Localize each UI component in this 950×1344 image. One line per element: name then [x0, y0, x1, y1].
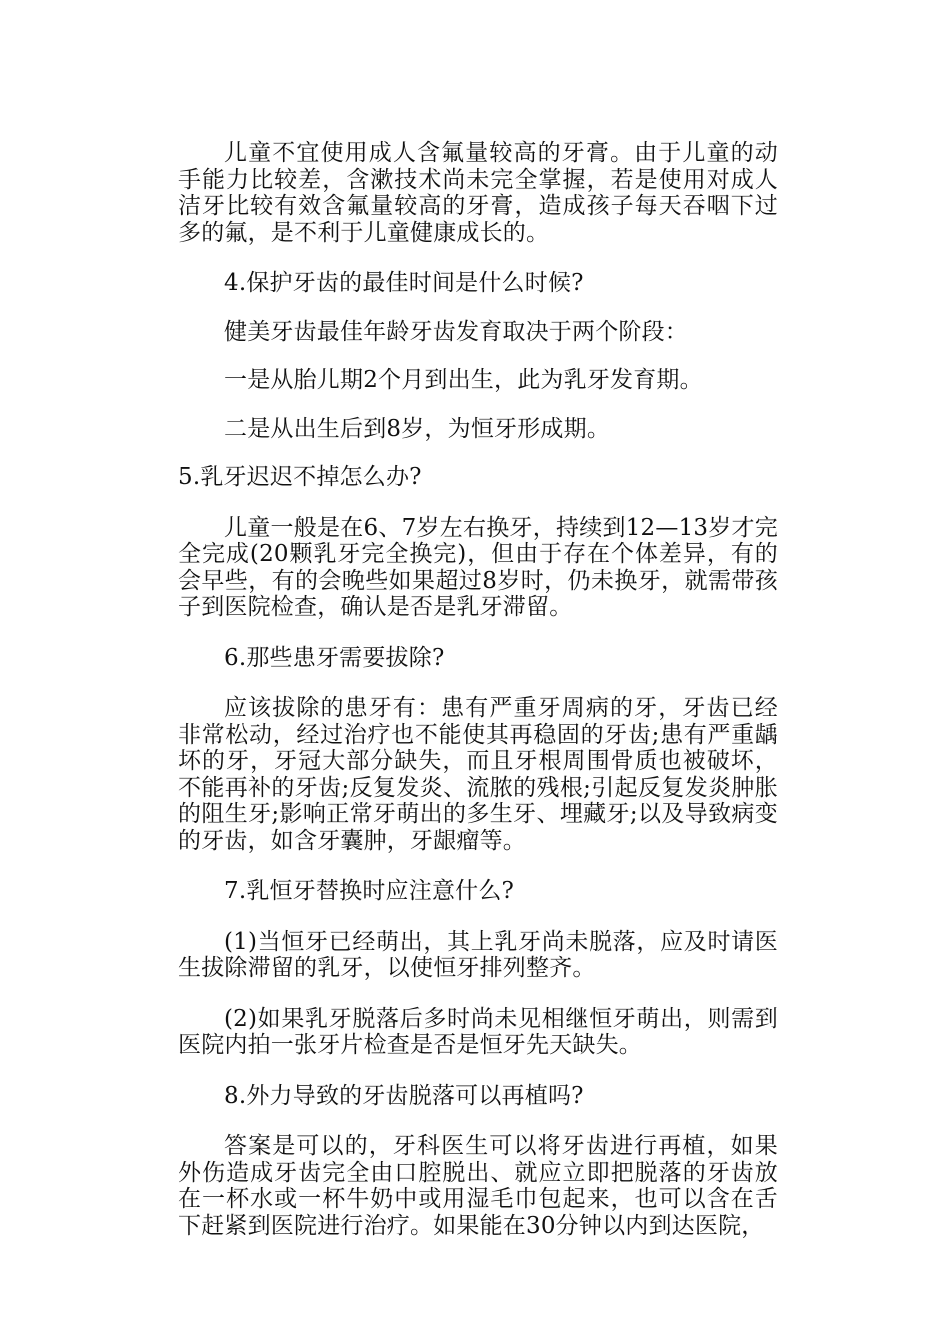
paragraph-stage-one: 一是从胎儿期2个月到出生，此为乳牙发育期。 — [224, 367, 703, 393]
paragraph-tooth-replacement-age: 儿童一般是在6、7岁左右换牙，持续到12—13岁才完全完成(20颗乳牙完全换完)，但由于存在个体差异，有的会早些，有的会晚些如果超过8岁时，仍未换牙，就需带孩子到医院检查，确认是否是乳牙滞留。 — [178, 514, 778, 620]
paragraph-teeth-to-extract: 应该拔除的患牙有：患有严重牙周病的牙，牙齿已经非常松动，经过治疗也不能使其再稳固的牙齿;患有严重龋坏的牙，牙冠大部分缺失，而且牙根周围骨质也被破坏，不能再补的牙齿;反复发炎、流脓的残根;引起反复发炎肿胀的阻生牙;影响正常牙萌出的多生牙、埋藏牙;以及导致病变的牙齿，如含牙囊肿，牙龈瘤等。 — [178, 695, 778, 854]
paragraph-fluoride-toothpaste: 儿童不宜使用成人含氟量较高的牙膏。由于儿童的动手能力比较差，含漱技术尚未完全掌握，若是使用对成人洁牙比较有效含氟量较高的牙膏，造成孩子每天吞咽下过多的氟，是不利于儿童健康成长的。 — [178, 140, 778, 246]
paragraph-two-stages: 健美牙齿最佳年龄牙齿发育取决于两个阶段： — [224, 318, 688, 345]
heading-question-7: 7.乳恒牙替换时应注意什么? — [224, 878, 515, 904]
paragraph-stage-two: 二是从出生后到8岁，为恒牙形成期。 — [224, 415, 611, 442]
document-page — [178, 140, 778, 1239]
paragraph-item-1: (1)当恒牙已经萌出，其上乳牙尚未脱落，应及时请医生拔除滞留的乳牙，以使恒牙排列整齐。 — [178, 928, 778, 981]
heading-question-6: 6.那些患牙需要拔除? — [224, 644, 445, 671]
paragraph-item-2: (2)如果乳牙脱落后多时尚未见相继恒牙萌出，则需到医院内拍一张牙片检查是否是恒牙先天缺失。 — [178, 1005, 778, 1058]
heading-question-5: 5.乳牙迟迟不掉怎么办? — [178, 464, 422, 490]
heading-question-8: 8.外力导致的牙齿脱落可以再植吗? — [224, 1082, 584, 1109]
paragraph-replantation: 答案是可以的，牙科医生可以将牙齿进行再植，如果外伤造成牙齿完全由口腔脱出、就应立即把脱落的牙齿放在一杯水或一杯牛奶中或用湿毛巾包起来，也可以含在舌下赶紧到医院进行治疗。如果能在30分钟以内到达医院， — [178, 1133, 778, 1239]
heading-question-4: 4.保护牙齿的最佳时间是什么时候? — [224, 270, 584, 296]
